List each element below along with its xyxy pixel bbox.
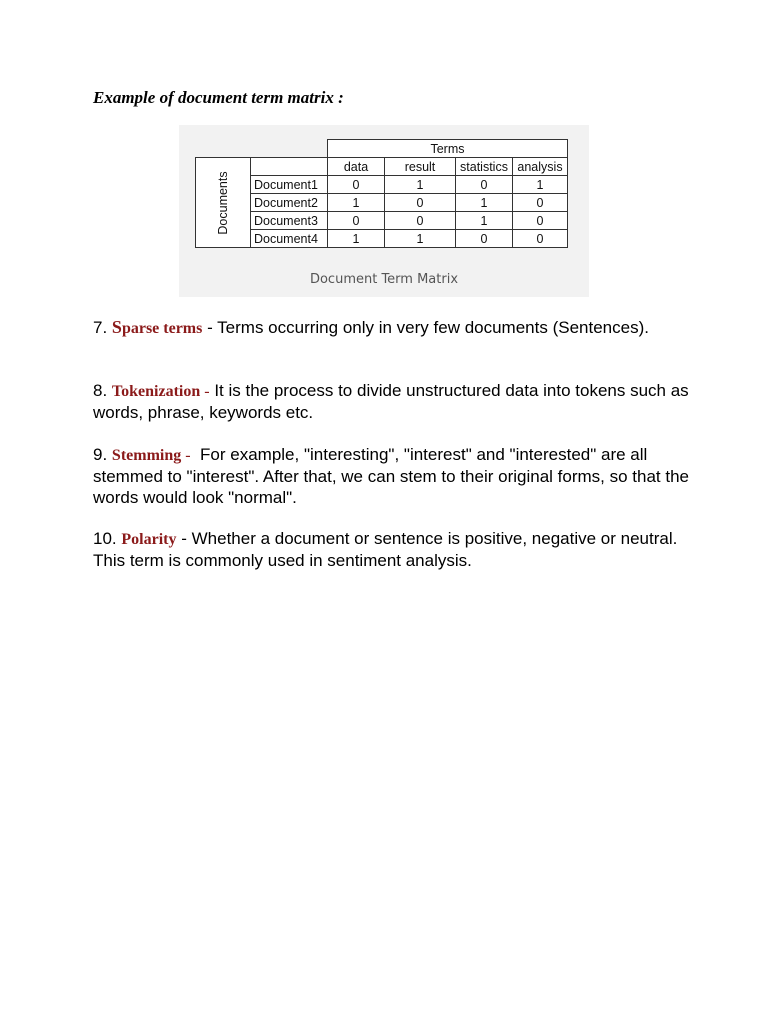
matrix-cell: 0 — [385, 212, 456, 230]
matrix-cell: 1 — [513, 176, 568, 194]
term-separator: - — [200, 383, 210, 400]
matrix-cell: 0 — [456, 230, 513, 248]
term-stemming: Stemming — [111, 447, 182, 464]
column-header: statistics — [456, 158, 513, 176]
matrix-cell: 1 — [385, 230, 456, 248]
matrix-cell: 0 — [328, 212, 385, 230]
term-rest: parse terms — [121, 320, 203, 337]
table-row — [196, 176, 568, 194]
matrix-cell: 1 — [328, 230, 385, 248]
matrix-caption: Document Term Matrix — [309, 272, 459, 287]
matrix-cell: 1 — [456, 212, 513, 230]
documents-axis-label — [196, 158, 251, 248]
matrix-cell: 0 — [385, 194, 456, 212]
row-header: Document3 — [251, 212, 328, 230]
item-number: 8. — [93, 381, 108, 400]
definition-sparse-terms — [93, 317, 693, 339]
definition-stemming — [93, 444, 693, 508]
term-initial: S — [111, 317, 122, 337]
term-sparse-terms — [111, 317, 203, 337]
term-polarity: Polarity — [121, 531, 177, 548]
document-term-matrix-table — [195, 139, 568, 248]
definition-text: For example, "interesting", "interest" and "interested" are all stemmed to "interest". After that, we can stem to their original forms, so that the words would look "normal". — [93, 445, 689, 507]
column-header: analysis — [513, 158, 568, 176]
term-tokenization: Tokenization — [111, 383, 201, 400]
row-header: Document4 — [251, 230, 328, 248]
definition-tokenization — [93, 380, 693, 423]
item-number: 7. — [93, 318, 108, 337]
matrix-cell: 0 — [513, 230, 568, 248]
term-separator: - — [202, 318, 213, 337]
table-row — [196, 212, 568, 230]
matrix-cell: 0 — [328, 176, 385, 194]
column-header: data — [328, 158, 385, 176]
matrix-cell: 0 — [456, 176, 513, 194]
row-header: Document1 — [251, 176, 328, 194]
matrix-cell: 1 — [385, 176, 456, 194]
item-number: 9. — [93, 445, 108, 464]
row-header: Document2 — [251, 194, 328, 212]
definition-text: Whether a document or sentence is positive, negative or neutral. This term is commonly used in sentiment analysis. — [93, 529, 678, 570]
corner-cell — [251, 158, 328, 176]
table-row — [196, 194, 568, 212]
document-term-matrix-figure — [179, 125, 589, 297]
term-separator: - — [181, 447, 191, 464]
item-number: 10. — [93, 529, 117, 548]
matrix-cell: 0 — [513, 212, 568, 230]
documents-label-text: Documents — [216, 170, 230, 235]
page-heading: Example of document term matrix : — [93, 88, 344, 107]
column-header: result — [385, 158, 456, 176]
definition-text: Terms occurring only in very few documents (Sentences). — [217, 318, 649, 337]
matrix-cell: 1 — [328, 194, 385, 212]
term-separator: - — [181, 529, 187, 548]
matrix-cell: 1 — [456, 194, 513, 212]
terms-header: Terms — [328, 140, 568, 158]
table-row — [196, 230, 568, 248]
definition-text: It is the process to divide unstructured data into tokens such as words, phrase, keywords etc. — [93, 381, 689, 422]
definition-polarity — [93, 528, 693, 571]
matrix-cell: 0 — [513, 194, 568, 212]
